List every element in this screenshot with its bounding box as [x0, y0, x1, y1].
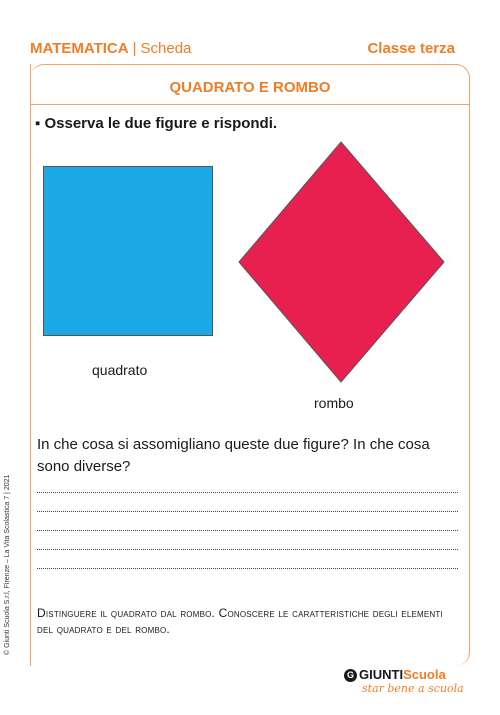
- square-figure: [43, 166, 213, 336]
- subject-label: MATEMATICA: [30, 40, 129, 57]
- answer-line[interactable]: [37, 492, 458, 493]
- answer-line[interactable]: [37, 511, 458, 512]
- giunti-scuola-logo: [344, 667, 474, 695]
- learning-goals: Distinguere il quadrato dal rombo. Conoscere le caratteristiche degli elementi del quadrato e del rombo.: [37, 606, 443, 636]
- answer-line[interactable]: [37, 530, 458, 531]
- sheet-type-label: Scheda: [140, 40, 192, 57]
- class-label: Classe terza: [367, 40, 455, 57]
- header-subject: [30, 40, 191, 57]
- title-divider: [30, 104, 470, 105]
- header-separator: |: [132, 40, 137, 57]
- giunti-g-icon: G: [344, 669, 357, 682]
- logo-scuola: Scuola: [403, 667, 446, 682]
- worksheet-frame-left: [30, 64, 31, 666]
- worksheet-title: QUADRATO E ROMBO: [169, 79, 331, 96]
- rhombus-figure: [236, 140, 448, 384]
- logo-tagline: star bene a scuola: [362, 682, 464, 695]
- square-label: quadrato: [92, 362, 148, 378]
- instruction-text: ▪ Osserva le due figure e rispondi.: [35, 115, 278, 132]
- logo-giunti: GIUNTI: [359, 667, 404, 682]
- rhombus-label: rombo: [314, 395, 354, 411]
- copyright-notice: © Giunti Scuola S.r.l, Firenze – La Vita Scolastica 7 | 2021: [4, 474, 11, 655]
- answer-line[interactable]: [37, 549, 458, 550]
- answer-line[interactable]: [37, 568, 458, 569]
- logo-wordmark: [344, 667, 474, 682]
- question-text: In che cosa si assomigliano queste due figure? In che cosa sono diverse?: [37, 436, 430, 475]
